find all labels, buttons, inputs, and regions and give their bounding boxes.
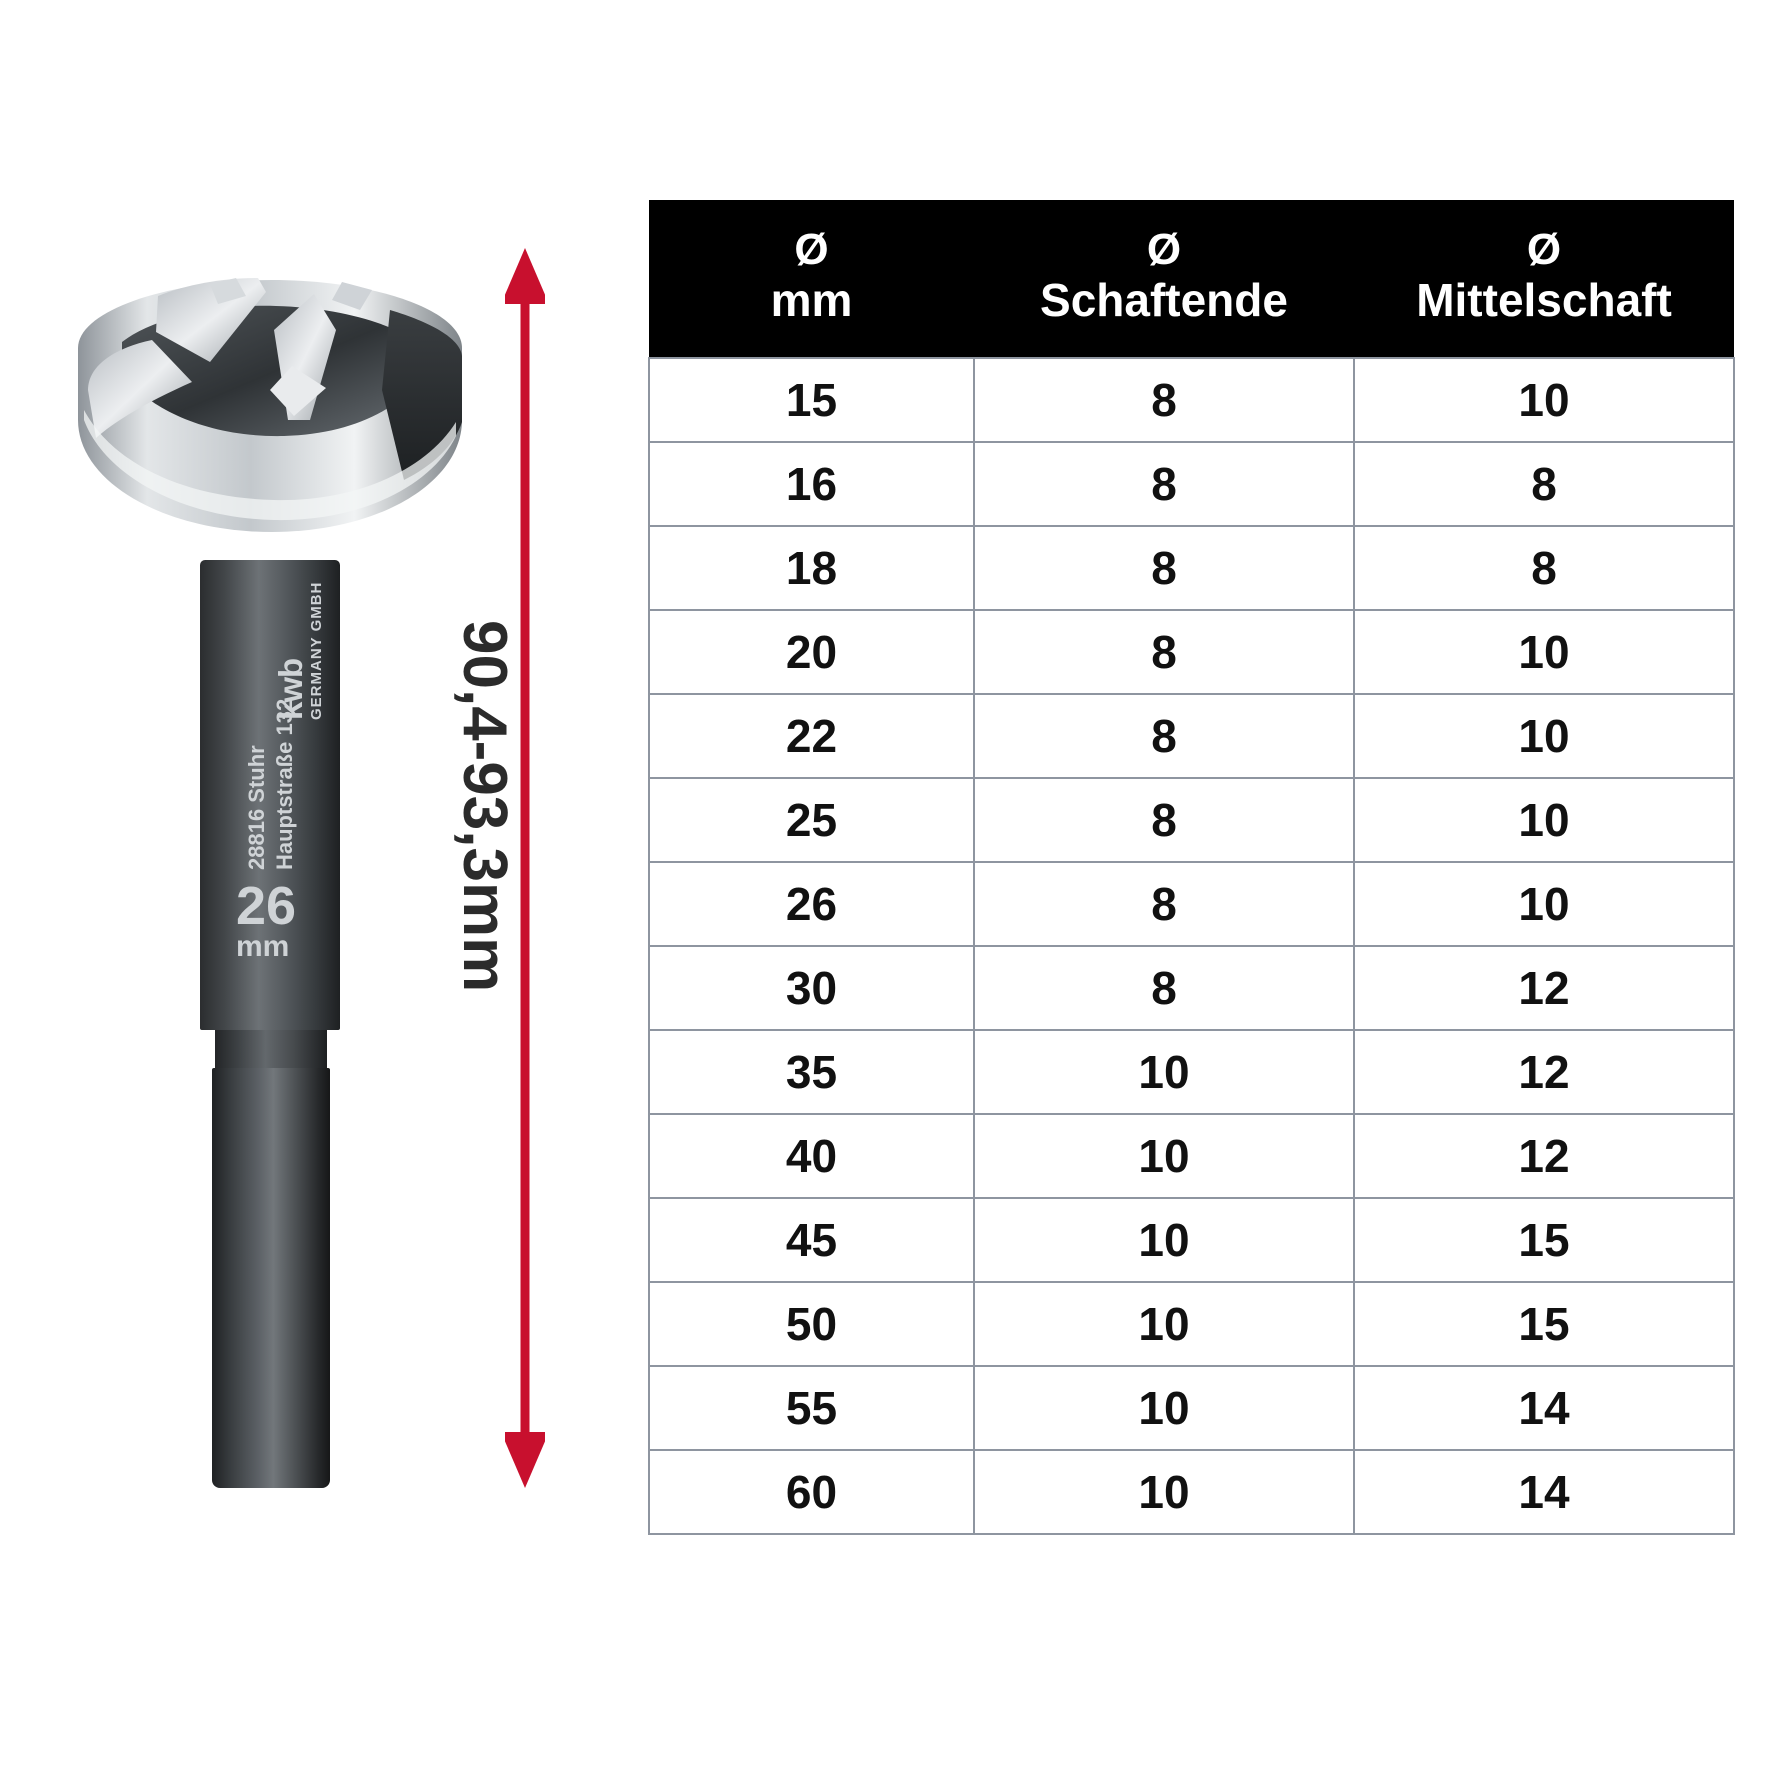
table-body <box>649 358 1734 1534</box>
table-cell-schaftende: 8 <box>974 694 1354 778</box>
table-cell-schaftende: 8 <box>974 358 1354 442</box>
table-cell-diameter-mm: 40 <box>649 1114 974 1198</box>
table-cell-schaftende: 10 <box>974 1366 1354 1450</box>
table-row <box>649 778 1734 862</box>
engraving-country: GERMANY GMBH <box>308 581 325 720</box>
table-row <box>649 694 1734 778</box>
table-cell-diameter-mm: 45 <box>649 1198 974 1282</box>
table-cell-mittelschaft: 12 <box>1354 1114 1734 1198</box>
table-cell-mittelschaft: 10 <box>1354 694 1734 778</box>
table-cell-diameter-mm: 35 <box>649 1030 974 1114</box>
table-cell-diameter-mm: 60 <box>649 1450 974 1534</box>
column-header-diameter-mm <box>649 200 974 358</box>
table-row <box>649 1114 1734 1198</box>
engraving-size-number: 26 <box>236 876 297 936</box>
table-cell-mittelschaft: 14 <box>1354 1366 1734 1450</box>
table-header-row <box>649 200 1734 358</box>
table-cell-diameter-mm: 55 <box>649 1366 974 1450</box>
table-cell-schaftende: 10 <box>974 1114 1354 1198</box>
column-header-label: Mittelschaft <box>1416 274 1672 327</box>
table-row <box>649 1366 1734 1450</box>
column-header-label: Schaftende <box>1040 274 1288 327</box>
table-cell-mittelschaft: 12 <box>1354 1030 1734 1114</box>
table-cell-schaftende: 8 <box>974 778 1354 862</box>
forstner-bit-illustration <box>40 250 490 1530</box>
engraving-size-unit: mm <box>236 930 290 963</box>
engraving-city: 28816 Stuhr <box>244 745 269 870</box>
cutting-head-icon <box>60 270 480 570</box>
table-row <box>649 1450 1734 1534</box>
table-cell-diameter-mm: 26 <box>649 862 974 946</box>
column-header-schaftende <box>974 200 1354 358</box>
table-cell-schaftende: 8 <box>974 946 1354 1030</box>
table-cell-diameter-mm: 50 <box>649 1282 974 1366</box>
table-cell-mittelschaft: 15 <box>1354 1282 1734 1366</box>
table-row <box>649 526 1734 610</box>
table-cell-schaftende: 8 <box>974 526 1354 610</box>
table-cell-schaftende: 10 <box>974 1198 1354 1282</box>
table-cell-mittelschaft: 10 <box>1354 778 1734 862</box>
diameter-symbol-icon: Ø <box>1146 225 1182 274</box>
dimension-label: 90,4-93,3mm <box>450 620 519 993</box>
table-cell-schaftende: 10 <box>974 1282 1354 1366</box>
table-cell-schaftende: 10 <box>974 1450 1354 1534</box>
table-cell-diameter-mm: 20 <box>649 610 974 694</box>
engraving-brand: kwb <box>272 658 309 720</box>
table-cell-schaftende: 8 <box>974 610 1354 694</box>
table-cell-schaftende: 8 <box>974 862 1354 946</box>
table-cell-mittelschaft: 10 <box>1354 358 1734 442</box>
specification-table <box>648 200 1735 1535</box>
table-row <box>649 1198 1734 1282</box>
table-row <box>649 442 1734 526</box>
diameter-symbol-icon: Ø <box>1526 225 1562 274</box>
table-cell-mittelschaft: 8 <box>1354 526 1734 610</box>
shank-hex-end <box>212 1068 330 1488</box>
table-cell-diameter-mm: 22 <box>649 694 974 778</box>
table-row <box>649 946 1734 1030</box>
engraving-street: Hauptstraße 132 <box>272 698 297 870</box>
table-cell-diameter-mm: 16 <box>649 442 974 526</box>
table-cell-mittelschaft: 8 <box>1354 442 1734 526</box>
diameter-symbol-icon: Ø <box>794 225 829 274</box>
table-cell-diameter-mm: 25 <box>649 778 974 862</box>
table-cell-diameter-mm: 18 <box>649 526 974 610</box>
table-row <box>649 1030 1734 1114</box>
table-cell-diameter-mm: 15 <box>649 358 974 442</box>
table-cell-schaftende: 8 <box>974 442 1354 526</box>
table-row <box>649 1282 1734 1366</box>
table-cell-mittelschaft: 15 <box>1354 1198 1734 1282</box>
table-cell-diameter-mm: 30 <box>649 946 974 1030</box>
table-cell-mittelschaft: 10 <box>1354 610 1734 694</box>
product-image-panel <box>0 0 620 1772</box>
column-header-label: mm <box>770 274 853 327</box>
table-cell-mittelschaft: 12 <box>1354 946 1734 1030</box>
shank-step <box>215 1030 327 1070</box>
column-header-mittelschaft <box>1354 200 1734 358</box>
table-row <box>649 358 1734 442</box>
table-cell-schaftende: 10 <box>974 1030 1354 1114</box>
table-row <box>649 862 1734 946</box>
table-cell-mittelschaft: 14 <box>1354 1450 1734 1534</box>
table-cell-mittelschaft: 10 <box>1354 862 1734 946</box>
table-row <box>649 610 1734 694</box>
